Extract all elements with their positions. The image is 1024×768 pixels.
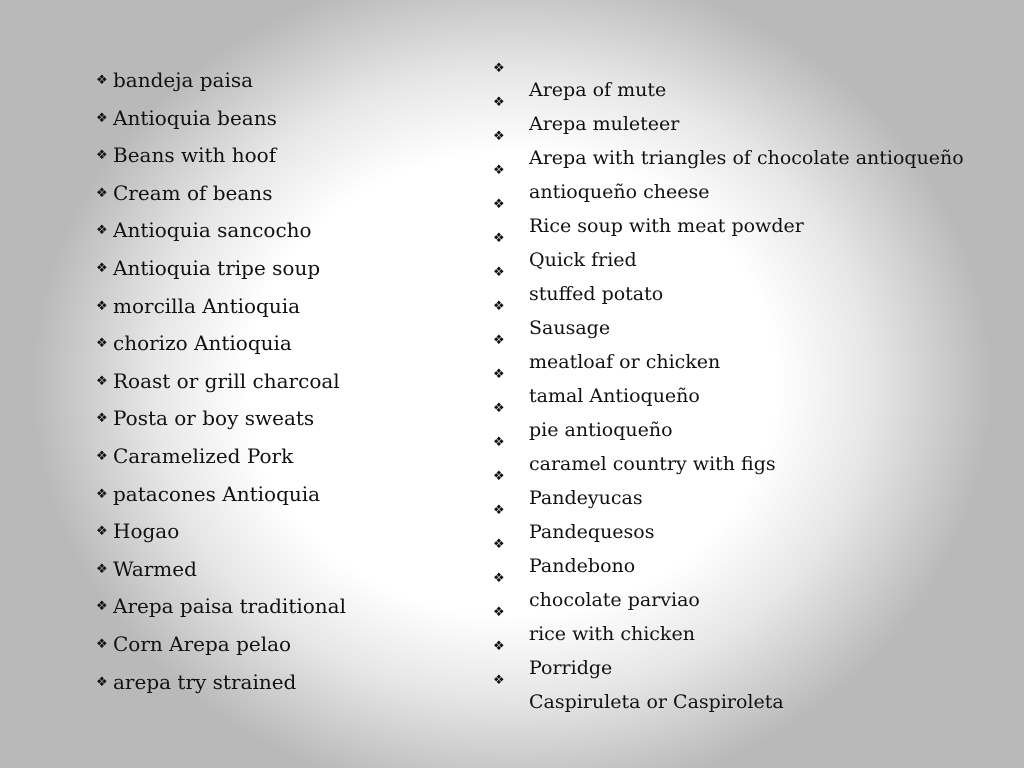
list-item xyxy=(96,175,346,213)
list-item xyxy=(96,438,346,476)
list-item: tamal Antioqueño xyxy=(529,385,700,407)
diamond-bullet-icon: ❖ xyxy=(96,524,108,540)
list-item: Caspiruleta or Caspiroleta xyxy=(529,691,784,713)
list-item-label: Cream of beans xyxy=(113,180,273,205)
list-item: caramel country with figs xyxy=(529,453,776,475)
list-item-label: Roast or grill charcoal xyxy=(113,368,340,393)
list-item-label: Antioquia beans xyxy=(113,105,277,130)
diamond-bullet-icon: ❖ xyxy=(493,299,505,314)
list-item xyxy=(96,363,346,401)
list-item xyxy=(96,664,346,702)
diamond-bullet-icon: ❖ xyxy=(493,571,505,586)
list-item: Arepa of mute xyxy=(529,79,667,101)
list-item xyxy=(96,212,346,250)
list-item-label: Arepa paisa traditional xyxy=(113,594,346,619)
list-item xyxy=(96,626,346,664)
list-item: Arepa with triangles of chocolate antioqueño xyxy=(529,147,964,169)
list-item xyxy=(96,476,346,514)
list-item-label: patacones Antioquia xyxy=(113,481,321,506)
list-item-label: Corn Arepa pelao xyxy=(113,631,292,656)
list-item: Porridge xyxy=(529,657,613,679)
diamond-bullet-icon: ❖ xyxy=(493,605,505,620)
list-item: pie antioqueño xyxy=(529,419,673,441)
diamond-bullet-icon: ❖ xyxy=(493,673,505,688)
diamond-bullet-icon: ❖ xyxy=(493,367,505,382)
list-item-label: Hogao xyxy=(113,519,180,544)
list-item: Arepa muleteer xyxy=(529,113,680,135)
list-item xyxy=(96,250,346,288)
diamond-bullet-icon: ❖ xyxy=(493,333,505,348)
list-item: chocolate parviao xyxy=(529,589,700,611)
list-item xyxy=(96,62,346,100)
list-item: Pandequesos xyxy=(529,521,655,543)
diamond-bullet-icon: ❖ xyxy=(493,503,505,518)
diamond-bullet-icon: ❖ xyxy=(96,599,108,615)
list-item xyxy=(96,400,346,438)
diamond-bullet-icon: ❖ xyxy=(493,265,505,280)
list-item-label: Posta or boy sweats xyxy=(113,406,315,431)
list-item-label: Antioquia sancocho xyxy=(113,218,312,243)
diamond-bullet-icon: ❖ xyxy=(96,411,108,427)
diamond-bullet-icon: ❖ xyxy=(493,401,505,416)
list-item: stuffed potato xyxy=(529,283,664,305)
diamond-bullet-icon: ❖ xyxy=(96,298,108,314)
diamond-bullet-icon: ❖ xyxy=(96,336,108,352)
list-item-label: morcilla Antioquia xyxy=(113,293,301,318)
list-item: Pandeyucas xyxy=(529,487,643,509)
diamond-bullet-icon: ❖ xyxy=(493,95,505,110)
diamond-bullet-icon: ❖ xyxy=(96,561,108,577)
right-food-list xyxy=(529,73,964,719)
list-item-label: Warmed xyxy=(113,556,197,581)
diamond-bullet-icon: ❖ xyxy=(96,448,108,464)
list-item-label: chorizo Antioquia xyxy=(113,331,292,356)
diamond-bullet-icon: ❖ xyxy=(493,61,505,76)
list-item xyxy=(96,100,346,138)
diamond-bullet-icon: ❖ xyxy=(96,486,108,502)
list-item: rice with chicken xyxy=(529,623,695,645)
left-food-list xyxy=(96,62,346,701)
diamond-bullet-icon: ❖ xyxy=(96,185,108,201)
diamond-bullet-icon: ❖ xyxy=(493,197,505,212)
diamond-bullet-icon: ❖ xyxy=(493,129,505,144)
list-item xyxy=(96,325,346,363)
diamond-bullet-icon: ❖ xyxy=(96,223,108,239)
list-item: Quick fried xyxy=(529,249,637,271)
right-bullet-column xyxy=(493,55,505,701)
diamond-bullet-icon: ❖ xyxy=(493,231,505,246)
diamond-bullet-icon: ❖ xyxy=(493,469,505,484)
list-item xyxy=(96,288,346,326)
list-item xyxy=(96,137,346,175)
list-item-label: bandeja paisa xyxy=(113,68,254,92)
diamond-bullet-icon: ❖ xyxy=(96,73,108,88)
list-item: Sausage xyxy=(529,317,611,339)
diamond-bullet-icon: ❖ xyxy=(493,639,505,654)
diamond-bullet-icon: ❖ xyxy=(493,435,505,450)
diamond-bullet-icon: ❖ xyxy=(493,537,505,552)
diamond-bullet-icon: ❖ xyxy=(96,373,108,389)
diamond-bullet-icon: ❖ xyxy=(96,148,108,164)
list-item xyxy=(96,551,346,589)
list-item: Pandebono xyxy=(529,555,636,577)
diamond-bullet-icon: ❖ xyxy=(493,163,505,178)
list-item-label: Caramelized Pork xyxy=(113,443,294,468)
list-item-label: arepa try strained xyxy=(113,669,297,694)
list-item-label: Beans with hoof xyxy=(113,143,277,168)
diamond-bullet-icon: ❖ xyxy=(96,636,108,652)
list-item-label: Antioquia tripe soup xyxy=(113,255,321,280)
list-item xyxy=(96,513,346,551)
list-item: meatloaf or chicken xyxy=(529,351,721,373)
diamond-bullet-icon: ❖ xyxy=(96,110,108,126)
list-item xyxy=(96,588,346,626)
diamond-bullet-icon: ❖ xyxy=(96,260,108,276)
list-item: Rice soup with meat powder xyxy=(529,215,804,237)
diamond-bullet-icon: ❖ xyxy=(96,674,108,690)
list-item: antioqueño cheese xyxy=(529,181,710,203)
